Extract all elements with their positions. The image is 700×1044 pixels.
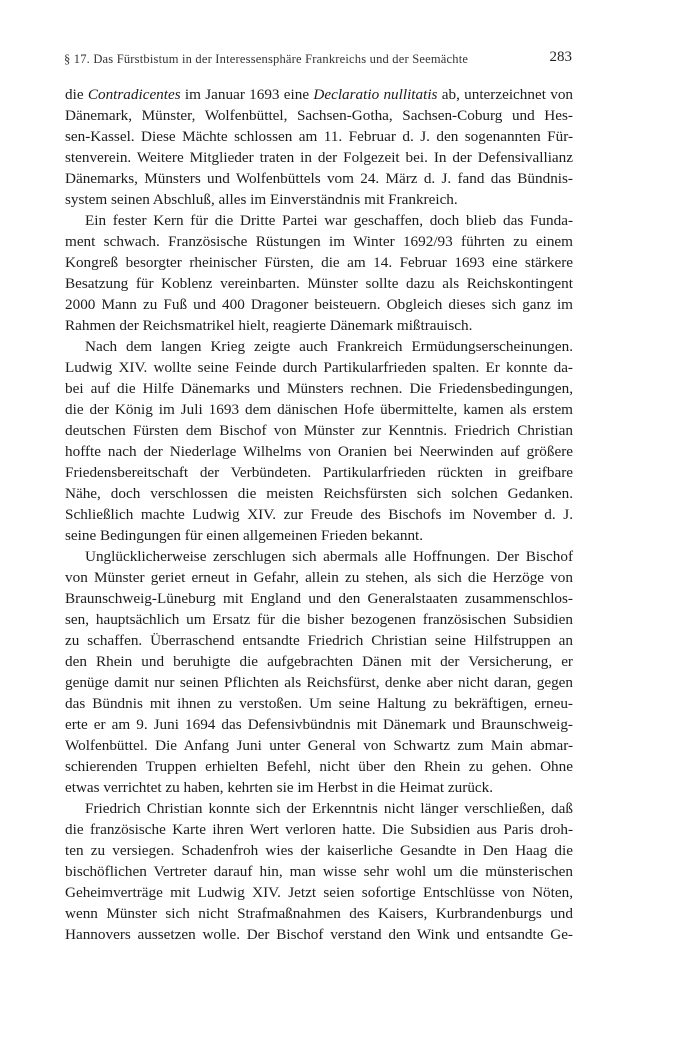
text-run: Hannovers aussetzen wolle. Der Bischof verstand den Wink und entsandte Ge- (65, 926, 573, 943)
text-line (65, 546, 573, 567)
text-line (65, 567, 573, 588)
text-run: Nach dem langen Krieg zeigte auch Frankreich Ermüdungserscheinungen. (85, 338, 573, 355)
text-line (65, 903, 573, 924)
text-run: system seinen Abschluß, alles im Einverständnis mit Frankreich. (65, 191, 458, 208)
page-number: 283 (549, 49, 572, 65)
text-run: im Januar 1693 eine (180, 86, 314, 103)
text-run: seine Bedingungen für einen allgemeinen Frieden bekannt. (65, 527, 424, 544)
text-run: bei auf die Hilfe Dänemarks und Münsters rechnen. Die Friedensbedingungen, (65, 380, 573, 397)
text-run: Kongreß besorgter rheinischer Fürsten, die am 14. Februar 1693 eine stärkere (65, 254, 573, 271)
text-line (65, 84, 573, 105)
text-run: 2000 Mann zu Fuß und 400 Dragoner beisteuern. Obgleich dieses sich ganz im (65, 296, 573, 313)
text-line (65, 819, 573, 840)
text-line (65, 798, 573, 819)
text-line (65, 882, 573, 903)
text-line (65, 462, 573, 483)
italic-term: Declaratio nullitatis (313, 86, 438, 103)
running-head: § 17. Das Fürstbistum in der Interessensphäre Frankreichs und der Seemächte (64, 52, 469, 66)
text-line (65, 756, 573, 777)
text-line (65, 168, 573, 189)
text-run: stenverein. Weitere Mitglieder traten in der Folgezeit bei. In der Defensivallianz (65, 149, 573, 166)
text-run: Geheimverträge mit Ludwig XIV. Jetzt seien sofortige Entschlüsse von Nöten, (65, 884, 573, 901)
text-line (65, 210, 573, 231)
text-run: erte er am 9. Juni 1694 das Defensivbündnis mit Dänemark und Braunschweig- (65, 716, 573, 733)
text-line (65, 504, 573, 525)
text-run: den Rhein und beruhigte die aufgebrachten Dänen mit der Versicherung, er (65, 653, 573, 670)
text-line (65, 735, 573, 756)
text-line (65, 126, 573, 147)
text-run: bischöflichen Vertreter darauf hin, man wisse sehr wohl um die münsterischen (65, 863, 573, 880)
text-run: ten zu versiegen. Schadenfroh wies der kaiserliche Gesandte in Den Haag die (65, 842, 573, 859)
text-line (65, 651, 573, 672)
text-line (65, 357, 573, 378)
text-run: Rahmen der Reichsmatrikel hielt, reagierte Dänemark mißtrauisch. (65, 317, 473, 334)
text-run: hoffte nach der Niederlage Wilhelms von Oranien bei Neerwinden auf größere (65, 443, 573, 460)
text-run: sen-Kassel. Diese Mächte schlossen am 11. Februar d. J. den sogenannten Für- (65, 128, 573, 145)
text-line (65, 840, 573, 861)
text-line (65, 399, 573, 420)
text-line (65, 315, 573, 336)
text-run: das Bündnis mit ihnen zu verstoßen. Um seine Haltung zu bekräftigen, erneu- (65, 695, 573, 712)
text-run: Nähe, doch verschlossen die meisten Reichsfürsten sich solchen Gedanken. (65, 485, 573, 502)
text-line (65, 231, 573, 252)
text-run: zu schaffen. Überraschend entsandte Friedrich Christian seine Hilfstruppen an (65, 632, 573, 649)
text-line (65, 378, 573, 399)
text-line (65, 630, 573, 651)
text-run: die der König im Juli 1693 dem dänischen Hofe übermittelte, kamen als erstem (65, 401, 573, 418)
text-run: Dänemarks, Münsters und Wolfenbüttels vom 24. März d. J. fand das Bündnis- (65, 170, 573, 187)
text-run: Braunschweig-Lüneburg mit England und den Generalstaaten zusammenschlos- (65, 590, 573, 607)
text-line (65, 252, 573, 273)
text-run: genüge damit nur seinen Pflichten als Reichsfürst, denke aber nicht daran, gegen (65, 674, 573, 691)
text-run: Besatzung für Koblenz vereinbarten. Münster sollte dazu als Reichskontingent (65, 275, 573, 292)
text-line (65, 189, 573, 210)
text-run: Friedrich Christian konnte sich der Erkenntnis nicht länger verschließen, daß (85, 800, 573, 817)
italic-term: Contradicentes (87, 86, 181, 103)
text-line (65, 714, 573, 735)
text-run: sen, hauptsächlich um Ersatz für die bisher bezogenen französischen Subsidien (65, 611, 573, 628)
text-run: Ludwig XIV. wollte seine Feinde durch Partikularfrieden spalten. Er konnte da- (65, 359, 573, 376)
text-run: etwas verrichtet zu haben, kehrten sie im Herbst in die Heimat zurück. (65, 779, 494, 796)
text-line (65, 672, 573, 693)
text-run: ment schwach. Französische Rüstungen im Winter 1692/93 führten zu einem (65, 233, 573, 250)
text-run: wenn Münster sich nicht Strafmaßnahmen des Kaisers, Kurbrandenburgs und (65, 905, 573, 922)
text-line (65, 105, 573, 126)
text-run: die (65, 86, 88, 103)
text-line (65, 336, 573, 357)
text-line (65, 147, 573, 168)
text-run: Schließlich machte Ludwig XIV. zur Freude des Bischofs im November d. J. (65, 506, 573, 523)
text-line (65, 441, 573, 462)
text-line (65, 294, 573, 315)
text-run: von Münster geriet erneut in Gefahr, allein zu stehen, als sich die Herzöge von (65, 569, 573, 586)
text-line (65, 777, 573, 798)
text-run: Unglücklicherweise zerschlugen sich abermals alle Hoffnungen. Der Bischof (85, 548, 573, 565)
text-line (65, 525, 573, 546)
text-line (65, 924, 573, 945)
text-line (65, 420, 573, 441)
text-run: Dänemark, Münster, Wolfenbüttel, Sachsen-Gotha, Sachsen-Coburg und Hes- (65, 107, 573, 124)
text-run: deutschen Fürsten dem Bischof von Münster zur Kenntnis. Friedrich Christian (65, 422, 573, 439)
text-run: Wolfenbüttel. Die Anfang Juni unter General von Schwartz zum Main abmar- (65, 737, 573, 754)
text-line (65, 273, 573, 294)
text-run: Friedensbereitschaft der Verbündeten. Partikularfrieden rückten in greifbare (65, 464, 573, 481)
text-line (65, 483, 573, 504)
text-run: schierenden Truppen erhielten Befehl, nicht über den Rhein zu gehen. Ohne (65, 758, 573, 775)
text-run: Ein fester Kern für die Dritte Partei war geschaffen, doch blieb das Funda- (85, 212, 573, 229)
text-line (65, 609, 573, 630)
text-run: ab, unterzeichnet von (437, 86, 574, 103)
body-text (65, 84, 573, 945)
text-line (65, 693, 573, 714)
text-line (65, 588, 573, 609)
text-run: die französische Karte ihren Wert verloren hatte. Die Subsidien aus Paris droh- (65, 821, 573, 838)
text-line (65, 861, 573, 882)
